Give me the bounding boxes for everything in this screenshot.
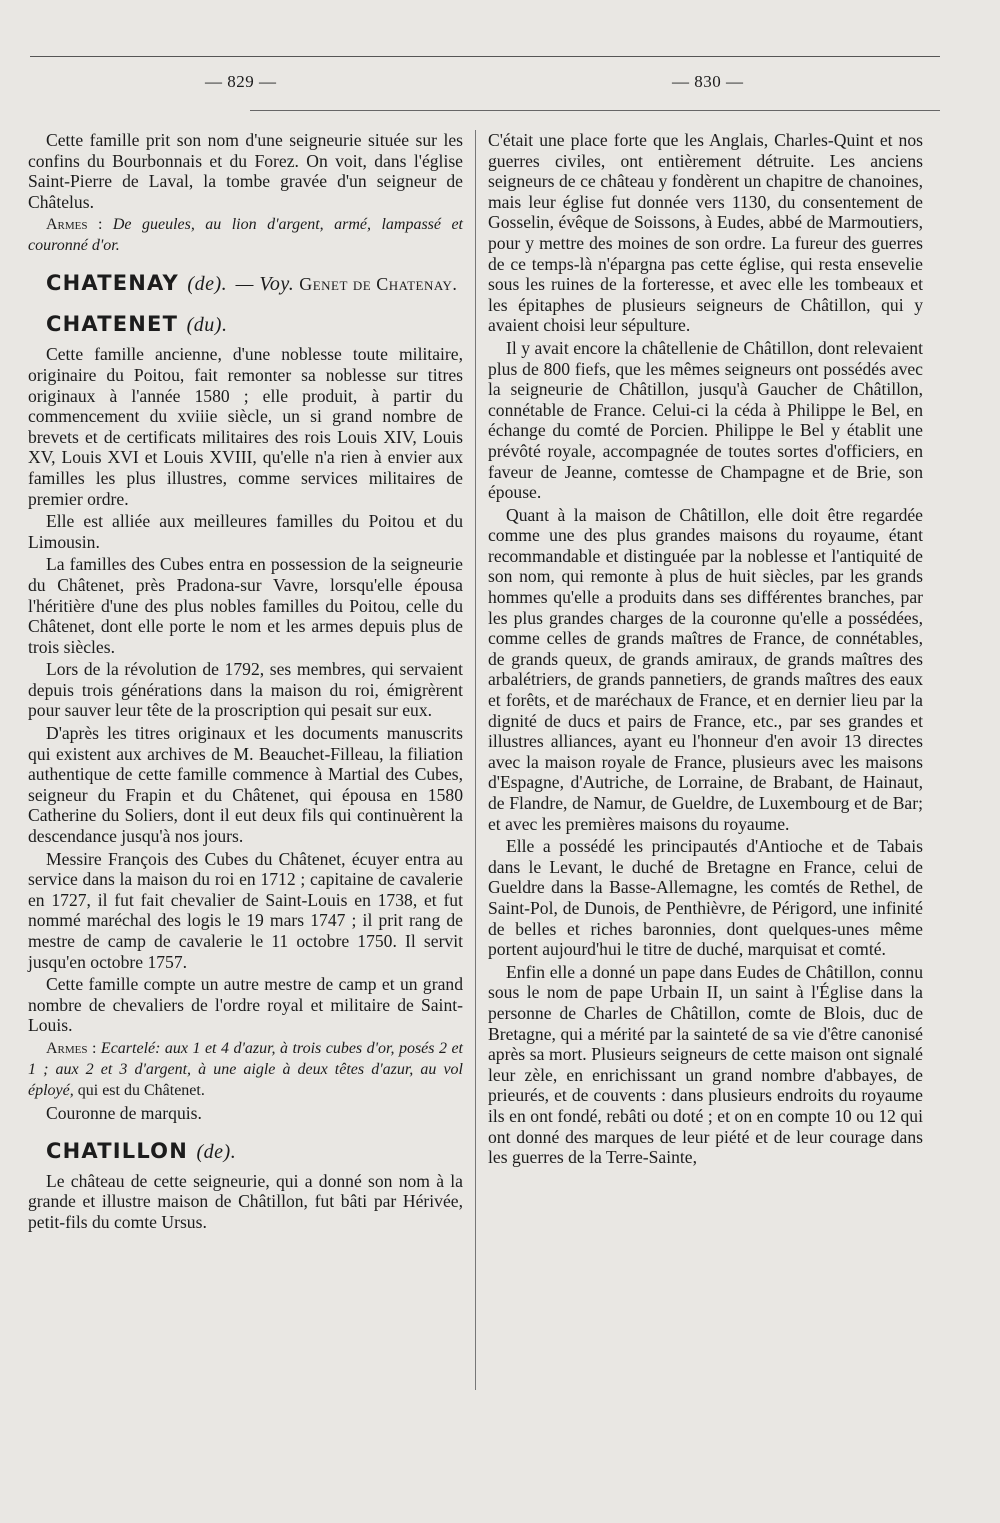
paragraph: Quant à la maison de Châtillon, elle doit être regardée comme une des plus grandes maisons du royaume, étant recommandable et distinguée par la noblesse et l'antiquité de son nom, qui remonte à plus de huit siècles, par les grands hommes qu'elle a produits dans ses différentes branches, par les plus grandes charges de la couronne qu'elle a possédées, comme celles de grands maîtres de France, de connétables, de grands queux, de grands amiraux, de grands maîtres des arbalétriers, de grands pannetiers, de grands maîtres des eaux et forêts, et de maréchaux de France, et en dernier lieu par la dignité de ducs et pairs de France, etc., par ses grandes et illustres alliances, ayant eu l'honneur d'en avoir 13 directes avec la maison royale de France, plusieurs avec les maisons d'Espagne, d'Autriche, de Lorraine, de Brabant, de Hainaut, de Flandre, de Namur, de Gueldre, de Luxembourg et de Bar; et avec les premières maisons du royaume. xyxy=(488,504,923,834)
entry-particle: (de). xyxy=(196,1140,237,1163)
column-divider xyxy=(475,130,476,1390)
page-number-left: — 829 — xyxy=(205,72,277,91)
paragraph: Lors de la révolution de 1792, ses membres, qui servaient depuis trois générations dans la maison du roi, émigrèrent pour sauver leur tête de la proscription qui pesait sur eux. xyxy=(28,659,463,721)
paragraph: C'était une place forte que les Anglais, Charles-Quint et nos guerres civiles, ont entièrement détruite. Les anciens seigneurs de ce château y fondèrent un chapitre de chanoines, mais leur église fut donnée vers 1130, du consentement de Gosselin, évêque de Soissons, à Eudes, abbé de Marmoutiers, pour y mettre des moines de son ordre. La fureur des guerres de ce temps-là n'épargna pas cette église, qui resta ensevelie sous les ruines de la forteresse, et avec elle les tombeaux et les épitaphes de plusieurs seigneurs de Châtillon, qui y avaient choisi leur sépulture. xyxy=(488,130,923,336)
paragraph: Elle a possédé les principautés d'Antioche et de Tabais dans le Levant, le duché de Bretagne en France, celui de Gueldre dans la Basse-Allemagne, les comtés de Rethel, de Saint-Pol, de Dunois, de Penthièvre, de Périgord, une infinité de belles et riches baronnies, dont quelques-unes même portent aujourd'hui le titre de duché, marquisat et comté. xyxy=(488,836,923,960)
reference-target: Genet de Chatenay. xyxy=(299,274,458,295)
armes-text: Ecartelé: aux 1 et 4 d'azur, à trois cubes d'or, posés 2 et 1 ; aux 2 et 3 d'argent, à une aigle à deux têtes d'azur, au vol éployé, xyxy=(28,1039,464,1099)
entry-title: CHATILLON xyxy=(46,1138,188,1163)
paragraph: Messire François des Cubes du Châtenet, écuyer entra au service dans la maison du roi en 1712 ; capitaine de cavalerie en 1727, il fut fait chevalier de Saint-Louis en 1738, et fut nommé maréchal des logis le 19 mars 1747 ; il prit rang de mestre de camp de cavalerie le 11 octobre 1750. Il servit jusqu'en octobre 1757. xyxy=(28,848,463,972)
entry-title: CHATENAY xyxy=(46,271,179,296)
paragraph: Cette famille compte un autre mestre de camp et un grand nombre de chevaliers de l'ordre royal et militaire de Saint-Louis. xyxy=(28,974,463,1036)
top-rule xyxy=(30,56,940,57)
entry-particle: (du). xyxy=(186,314,228,337)
armes-paragraph xyxy=(28,214,463,256)
header-rule xyxy=(250,110,940,111)
paragraph: Le château de cette seigneurie, qui a donné son nom à la grande et illustre maison de Châtillon, fut bâti par Hérivée, petit-fils du comte Ursus. xyxy=(28,1170,463,1232)
entry-heading-chatillon xyxy=(28,1138,463,1165)
entry-particle: (de). xyxy=(187,273,228,296)
left-column xyxy=(28,130,463,1234)
paragraph: Cette famille ancienne, d'une noblesse toute militaire, originaire du Poitou, fait remonter sa noblesse sur titres originaux à l'année 1580 ; elle produit, à partir du commencement du xviiie siècle, un si grand nombre de brevets et de certificats militaires des rois Louis XIV, Louis XV, Louis XVI et Louis XVIII, qu'elle n'a rien à envier aux familles les plus illustres, comme services militaires de premier ordre. xyxy=(28,344,463,509)
paragraph: Elle est alliée aux meilleures familles du Poitou et du Limousin. xyxy=(28,511,463,552)
armes-text: De gueules, au lion d'argent, armé, lampassé et couronné d'or. xyxy=(28,216,463,255)
paragraph: La familles des Cubes entra en possession de la seigneurie du Châtenet, près Pradona-sur Vavre, lorsqu'elle épousa l'héritière d'une des plus nobles familles du Poitou, celle du Châtenet, dont elle porte le nom et les armes depuis plus de trois siècles. xyxy=(28,554,463,657)
entry-title: CHATENET xyxy=(46,312,179,337)
armes-tail: qui est du Châtenet. xyxy=(77,1081,205,1099)
page-number-right: — 830 — xyxy=(672,72,744,91)
paragraph: Il y avait encore la châtellenie de Châtillon, dont relevaient plus de 800 fiefs, que les mêmes seigneurs ont possédés avec la seigneurie de Châtillon, jusqu'à Gaucher de Châtillon, connétable de France. Celui-ci la céda à Philippe le Bel, en échange du comté de Porcien. Philippe le Bel y établit une prévôté royale, accompagnée de toutes sortes d'officiers, en faveur de Jeanne, comtesse de Champagne et de Brie, son épouse. xyxy=(488,337,923,503)
voy-label: — Voy. xyxy=(235,273,295,296)
paragraph: Cette famille prit son nom d'une seigneurie située sur les confins du Bourbonnais et du Forez. On voit, dans l'église Saint-Pierre de Laval, la tombe gravée d'un seigneur de Châtelus. xyxy=(28,130,463,212)
paragraph: Couronne de marquis. xyxy=(46,1102,202,1123)
armes-paragraph xyxy=(28,1038,463,1101)
cross-reference xyxy=(236,274,458,294)
entry-heading-chatenay xyxy=(28,270,463,297)
paragraph: Enfin elle a donné un pape dans Eudes de Châtillon, connu sous le nom de pape Urbain II, un saint à l'Église dans la personne de Charles de Châtillon, comte de Blois, duc de Bretagne, qui a mérité par la sainteté de sa vie d'être canonisé après sa mort. Plusieurs seigneurs de cette maison ont signalé leur zèle, en enrichissant un grand nombre d'abbayes, de prieurés, et de couvents : dans plusieurs endroits du royaume ils en ont fondé, rebâti ou doté ; et on en compte 10 ou 12 qui ont donné des marques de leur piété et de leur courage dans les guerres de la Terre-Sainte, xyxy=(488,961,923,1168)
armes-label: Armes : xyxy=(46,216,103,234)
right-column xyxy=(488,130,923,1170)
paragraph: D'après les titres originaux et les documents manuscrits qui existent aux archives de M. Beauchet-Filleau, la filiation authentique de cette famille commence à Martial des Cubes, seigneur du Frapin et du Châtenet, qui épousa en 1580 Catherine du Soliers, dont il eut deux fils qui continuèrent la descendance jusqu'à nos jours. xyxy=(28,723,463,847)
armes-label: Armes : xyxy=(46,1039,97,1057)
entry-heading-chatenet xyxy=(28,311,463,338)
